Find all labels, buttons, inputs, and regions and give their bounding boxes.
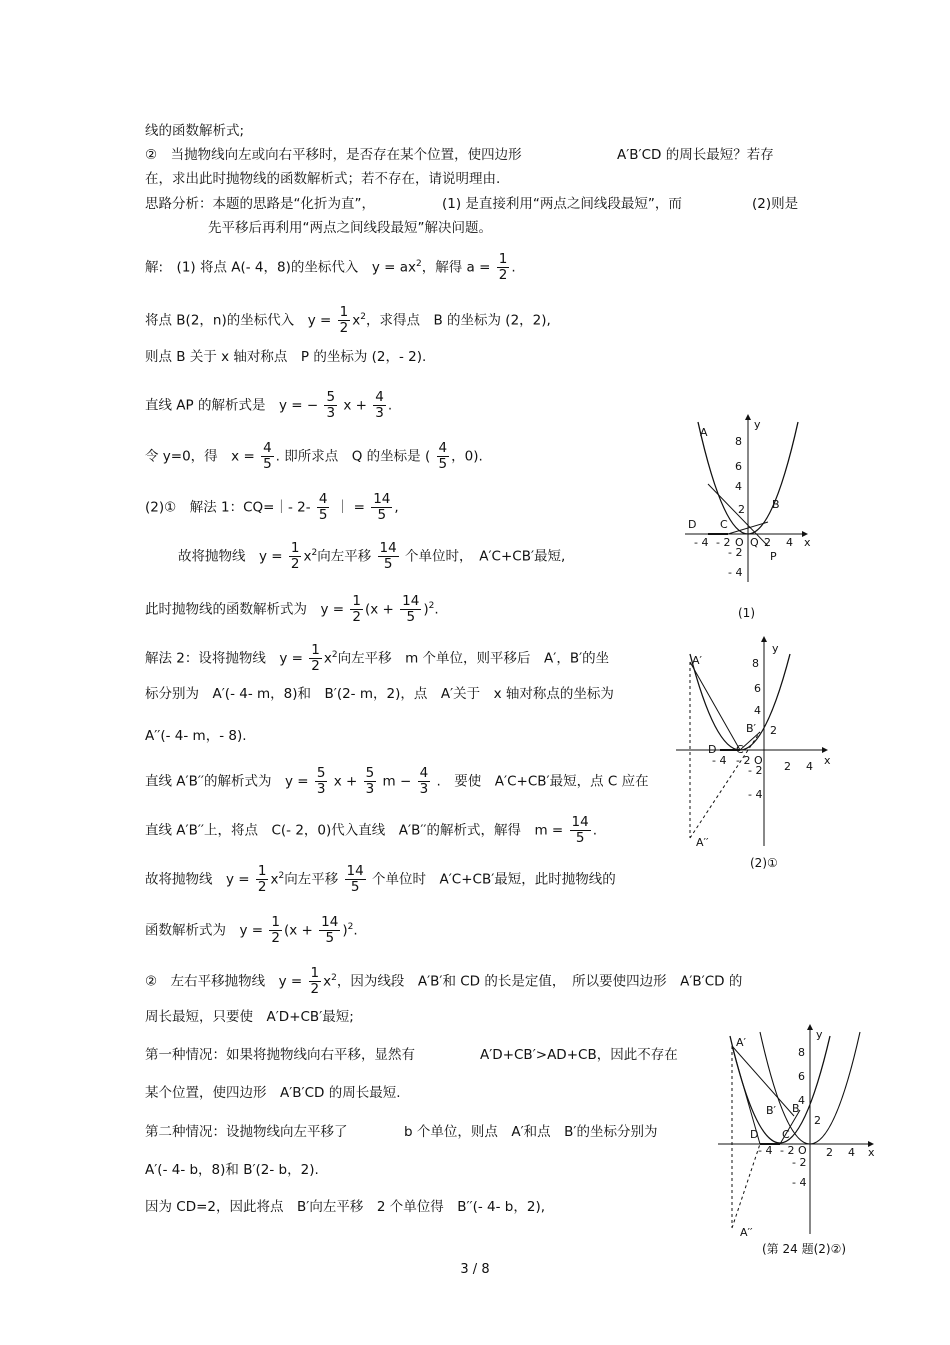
fraction: $\frac{4}{5}$ [263, 440, 272, 472]
text-line-16: A′′(- 4- m，- 8). [145, 728, 247, 744]
text-line-26: A′(- 4- b，8)和 B′(2- b，2). [145, 1162, 319, 1178]
axis-label-y: y [772, 642, 779, 655]
tick-y-4: 4 [735, 480, 742, 493]
fraction: $\frac{1}{2}$ [339, 304, 349, 336]
fraction: $\frac{1}{2}$ [310, 965, 320, 997]
y-axis-arrow-icon [745, 414, 751, 420]
text-line-8: 则点 B 关于 x 轴对称点 P 的坐标为 (2，- 2). [145, 349, 427, 365]
figure-3-diagram [716, 1024, 880, 1240]
fraction: $\frac{5}{3}$ [316, 765, 326, 797]
tick-y-neg2: - 2 [728, 546, 743, 559]
fraction: $\frac{1}{2}$ [352, 593, 361, 625]
point-label-c: C [782, 1128, 790, 1141]
text-line-1: 线的函数解析式; [145, 123, 245, 139]
fraction: $\frac{4}{5}$ [318, 491, 328, 523]
tick-y-4: 4 [754, 704, 761, 717]
tick-y-neg4: - 4 [792, 1176, 807, 1189]
point-label-b1: B′ [766, 1104, 777, 1117]
fraction: $\frac{1}{2}$ [311, 642, 320, 674]
tick-y-6: 6 [735, 460, 742, 473]
point-label-a: A [700, 426, 708, 439]
fraction: $\frac{14}{5}$ [402, 593, 420, 625]
text-line-18: 直线 A′B′′上，将点 C(- 2，0)代入直线 A′B′′的解析式，解得 m = $\frac{14}{5}$ . [145, 814, 598, 846]
text-line-20: 函数解析式为 y = $\frac{1}{2}$ (x + $\frac{14}{5}$ )$^2$. [145, 914, 358, 946]
point-label-a1: A′ [692, 654, 703, 667]
tick-y-neg4: - 4 [748, 788, 763, 801]
text-line-23: 第一种情况：如果将抛物线向右平移，显然有 [145, 1047, 415, 1063]
text-line-19: 故将抛物线 y = $\frac{1}{2}$ $x^2$向左平移 $\frac{14}{5}$ 个单位时 A′C+CB′最短，此时抛物线的 [145, 863, 616, 895]
point-label-p: P [770, 550, 777, 563]
axis-label-x: x [824, 754, 831, 767]
text-line-21: ② 左右平移抛物线 y = $\frac{1}{2}$ $x^2$，因为线段 A′B′和 CD 的长是定值， 所以要使四边形 A′B′CD 的 [145, 965, 743, 997]
fraction: $\frac{5}{3}$ [326, 389, 336, 421]
text-line-14: 解法 2：设将抛物线 y = $\frac{1}{2}$ $x^2$向左平移 m 个单位，则平移后 A′，B′的坐 [145, 642, 610, 674]
tick-y-2: 2 [738, 503, 745, 516]
point-label-b: B [792, 1102, 800, 1115]
fraction: $\frac{4}{5}$ [438, 440, 448, 472]
point-label-d: D [688, 518, 697, 531]
y-axis-arrow-icon [807, 1024, 813, 1030]
figure-3-caption: (第 24 题(2)②) [762, 1242, 847, 1256]
tick-y-2: 2 [770, 724, 777, 737]
tick-x-4: 4 [848, 1146, 855, 1159]
tick-x-neg4: - 4 [758, 1144, 773, 1157]
tick-x-2: 2 [764, 536, 771, 549]
figure-2-caption: (2)① [750, 856, 778, 870]
point-label-b: B [772, 498, 780, 511]
segment-a1-c [690, 662, 740, 750]
tick-x-neg4: - 4 [712, 754, 727, 767]
text-line-25: 第二种情况：设抛物线向左平移了 [145, 1124, 348, 1140]
tick-x-neg4: - 4 [694, 536, 709, 549]
text-line-4: 思路分析：本题的思路是“化折为直”， [145, 196, 375, 212]
axis-label-x: x [868, 1146, 875, 1159]
dashed-a2-d-line [732, 1144, 760, 1228]
text-line-5: 先平移后再利用“两点之间线段最短”解决问题。 [208, 220, 492, 236]
tick-y-8: 8 [752, 657, 759, 670]
axis-label-y: y [754, 418, 761, 431]
tick-x-neg2: - 2 [716, 536, 731, 549]
fraction: $\frac{14}{5}$ [346, 863, 364, 895]
text-line-11: (2)① 解法 1：CQ=｜- 2- $\frac{4}{5}$ ｜ = $\frac{14}{5}$ , [145, 491, 399, 523]
text-line-25b: b 个单位，则点 A′和点 B′的坐标分别为 [404, 1124, 658, 1140]
point-label-a2: A′′ [740, 1226, 753, 1239]
text-line-12: 故将抛物线 y = $\frac{1}{2}$ $x^2$向左平移 $\frac{14}{5}$ 个单位时， A′C+CB′最短, [178, 540, 566, 572]
text-line-10: 令 y=0，得 x = $\frac{4}{5}$ . 即所求点 Q 的坐标是 ( $\frac{4}{5}$ ，0). [145, 440, 483, 472]
fraction: $\frac{14}{5}$ [379, 540, 397, 572]
point-label-o: O [735, 536, 744, 549]
text-line-23b: A′D+CB′>AD+CB，因此不存在 [480, 1047, 678, 1063]
axis-label-y: y [816, 1028, 823, 1041]
tick-y-neg2: - 2 [748, 764, 763, 777]
point-label-o: O [798, 1144, 807, 1157]
point-label-q: Q [750, 536, 759, 549]
tick-y-6: 6 [754, 682, 761, 695]
text-line-6: 解: (1) 将点 A(- 4，8)的坐标代入 $y = ax^2$，解得 a = $\frac{1}{2}$ . [145, 251, 516, 283]
point-label-a2: A′′ [696, 836, 709, 849]
tick-y-8: 8 [798, 1046, 805, 1059]
tick-x-neg2: - 2 [736, 754, 751, 767]
text-line-9: 直线 AP 的解析式是 y = − $\frac{5}{3}$ x + $\frac{4}{3}$ . [145, 389, 393, 421]
tick-y-4: 4 [798, 1094, 805, 1107]
fraction: $\frac{5}{3}$ [365, 765, 375, 797]
point-label-c: C [736, 743, 744, 756]
y-axis-arrow-icon [761, 636, 767, 642]
tick-x-neg2: - 2 [780, 1144, 795, 1157]
text-line-27: 因为 CD=2，因此将点 B′向左平移 2 个单位得 B′′(- 4- b，2), [145, 1199, 546, 1215]
page-number: 3 / 8 [460, 1262, 490, 1277]
text-line-2b: A′B′CD 的周长最短？若存 [617, 147, 774, 163]
figure-2-diagram [674, 634, 834, 852]
point-label-a1: A′ [736, 1036, 747, 1049]
figure-1-diagram [680, 412, 815, 587]
tick-x-4: 4 [806, 760, 813, 773]
fraction: $\frac{4}{3}$ [375, 389, 384, 421]
point-label-d: D [750, 1128, 759, 1141]
fraction: $\frac{1}{2}$ [257, 863, 267, 895]
text-line-22: 周长最短，只要使 A′D+CB′最短; [145, 1009, 354, 1025]
text-line-4b: (1) 是直接利用“两点之间线段最短”，而 [442, 196, 682, 212]
tick-y-2: 2 [814, 1114, 821, 1127]
fraction: $\frac{4}{3}$ [419, 765, 429, 797]
fraction: $\frac{1}{2}$ [498, 251, 508, 283]
tick-x-2: 2 [784, 760, 791, 773]
axis-label-x: x [804, 536, 811, 549]
fraction: $\frac{1}{2}$ [271, 914, 280, 946]
tick-y-neg4: - 4 [728, 566, 743, 579]
fraction: $\frac{1}{2}$ [290, 540, 300, 572]
text-line-3: 在，求出此时抛物线的函数解析式；若不存在，请说明理由. [145, 171, 501, 187]
tick-y-6: 6 [798, 1070, 805, 1083]
tick-x-4: 4 [786, 536, 793, 549]
tick-y-8: 8 [735, 435, 742, 448]
fraction: $\frac{14}{5}$ [571, 814, 589, 846]
point-label-b1: B′ [746, 722, 757, 735]
text-line-2: ② 当抛物线向左或向右平移时，是否存在某个位置，使四边形 [145, 147, 522, 163]
text-line-17: 直线 A′B′′的解析式为 y = $\frac{5}{3}$ x + $\frac{5}{3}$ m − $\frac{4}{3}$ . 要使 A′C+CB′最短，点 C 应在 [145, 765, 649, 797]
text-line-7: 将点 B(2，n)的坐标代入 y = $\frac{1}{2}$ $x^2$，求得点 B 的坐标为 (2，2), [145, 304, 551, 336]
tick-y-neg2: - 2 [792, 1156, 807, 1169]
dashed-a2-b1-line [690, 732, 763, 838]
point-label-d: D [708, 743, 717, 756]
figure-1-caption: (1) [738, 606, 755, 620]
x-axis-arrow-icon [822, 747, 828, 753]
point-label-o: O [754, 754, 763, 767]
text-line-24: 某个位置，使四边形 A′B′CD 的周长最短. [145, 1085, 401, 1101]
fraction: $\frac{14}{5}$ [321, 914, 339, 946]
text-line-13: 此时抛物线的函数解析式为 y = $\frac{1}{2}$ (x + $\frac{14}{5}$ )$^2$. [145, 593, 439, 625]
fraction: $\frac{14}{5}$ [373, 491, 391, 523]
text-line-4c: (2)则是 [752, 196, 799, 212]
point-label-c: C [720, 518, 728, 531]
tick-x-2: 2 [826, 1146, 833, 1159]
text-line-15: 标分别为 A′(- 4- m，8)和 B′(2- m，2)，点 A′关于 x 轴对称点的坐标为 [145, 686, 614, 702]
